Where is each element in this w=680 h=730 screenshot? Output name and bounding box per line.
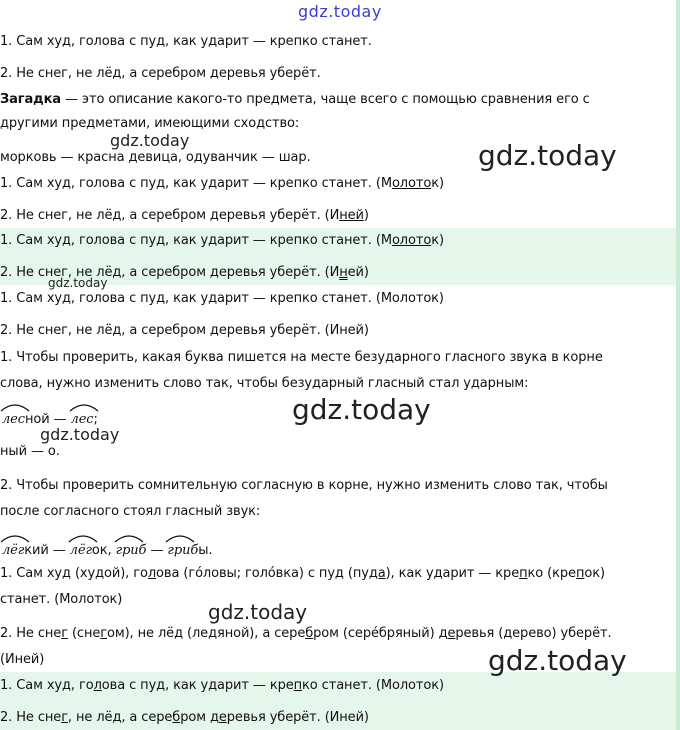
underlined-letters: л xyxy=(93,678,102,693)
text: ко станет. (Молоток) xyxy=(302,678,444,693)
text: к) xyxy=(431,233,444,248)
riddle-answer-line: 2. Не снег, не лёд, а серебром деревья уберёт. (Иней) xyxy=(0,323,369,338)
underlined-letters: л xyxy=(147,566,157,581)
watermark: gdz.today xyxy=(208,600,308,624)
underlined-letters: д xyxy=(334,566,344,581)
underlined-letters: п xyxy=(293,678,303,693)
root-arc xyxy=(0,533,30,543)
text: 2. Не сне xyxy=(0,710,62,725)
checked-riddle-line: станет. (Молоток) xyxy=(0,592,123,607)
text: (ле xyxy=(182,626,209,641)
riddle-line: 2. Не снег, не лёд, а серебром деревья уберёт. xyxy=(0,66,321,81)
word-root xyxy=(167,541,198,560)
underlined-letters: е xyxy=(447,626,456,641)
watermark: gdz.today xyxy=(292,393,431,426)
riddle-answer-line xyxy=(0,206,369,225)
definition-term: Загадка xyxy=(0,92,61,107)
root-arc xyxy=(0,402,30,412)
text: , а сере xyxy=(121,710,173,725)
text: 2. Не сне xyxy=(0,626,62,641)
underlined-letters: д xyxy=(95,566,104,581)
underlined-letters: д xyxy=(62,678,71,693)
text: ) xyxy=(363,208,369,223)
underlined-letters: ней xyxy=(339,208,364,223)
underlined-letters: г xyxy=(100,626,108,641)
root-text: лес xyxy=(70,412,94,427)
rule-line: после согласного стоял гласный звук: xyxy=(0,504,261,519)
text: ова с пу xyxy=(101,678,157,693)
word-root xyxy=(2,541,24,560)
root-example xyxy=(2,410,98,429)
root-example xyxy=(2,541,212,560)
watermark: gdz.today xyxy=(298,2,382,21)
text: (пу xyxy=(343,566,369,581)
definition-line: морковь — красна девица, одуванчик — шар. xyxy=(0,150,311,165)
text: 1. Сам ху xyxy=(0,678,63,693)
text: ром (сере́бряный) д xyxy=(313,626,448,641)
text: ко (кре xyxy=(527,566,576,581)
text: , не лё xyxy=(67,710,113,725)
root-text: лес xyxy=(2,412,25,427)
underlined-letters: д xyxy=(156,678,166,693)
underlined-letters: да xyxy=(368,566,386,581)
text: ок, xyxy=(91,543,116,558)
root-text: лёг xyxy=(69,543,92,558)
underlined-letters: п xyxy=(519,566,528,581)
root-example: ный — о. xyxy=(0,444,60,459)
text: ревья (дерево) уберёт. xyxy=(455,626,612,641)
riddle-answer-line xyxy=(0,174,444,193)
text: 1. Сам худ, голова с пуд, как ударит — крепко станет. (М xyxy=(0,176,392,191)
text: , как ударит — кре xyxy=(165,678,294,693)
watermark: gdz.today xyxy=(478,139,617,172)
underlined-letters: е xyxy=(218,710,227,725)
checked-riddle-line xyxy=(0,564,605,583)
text: ), как ударит — кре xyxy=(385,566,520,581)
text: ы. xyxy=(198,543,213,558)
root-arc xyxy=(69,402,99,412)
watermark: gdz.today xyxy=(488,644,627,677)
rule-line: 2. Чтобы проверить сомнительную согласную в корне, нужно изменить слово так, чтобы xyxy=(0,478,608,493)
underlined-letters: д xyxy=(174,626,183,641)
text: 1. Сам ху xyxy=(0,566,63,581)
underlined-letters: д xyxy=(208,626,217,641)
word-root xyxy=(116,541,147,560)
underlined-letters: олото xyxy=(391,233,432,248)
text: ова (го́ловы; голо́вка) с пу xyxy=(156,566,335,581)
text: , го xyxy=(70,678,94,693)
root-arc xyxy=(165,533,195,543)
riddle-line: 1. Сам худ, голова с пуд, как ударит — крепко станет. xyxy=(0,34,372,49)
text: 1. Сам худ, голова с пуд, как ударит — крепко станет. (М xyxy=(0,233,392,248)
root-arc xyxy=(114,533,144,543)
text: ной — xyxy=(24,412,71,427)
text: (ху xyxy=(70,566,96,581)
final-answer-line xyxy=(0,676,444,695)
text: ром д xyxy=(180,710,219,725)
text: — xyxy=(146,543,168,558)
text: к) xyxy=(431,176,444,191)
underlined-letters: олото xyxy=(391,176,432,191)
underlined-letters: н xyxy=(339,265,348,280)
text: 2. Не снег, не лёд, а серебром деревья уберёт. (И xyxy=(0,265,340,280)
watermark: gdz.today xyxy=(48,276,108,290)
root-arc xyxy=(68,533,98,543)
text: ом), не лё xyxy=(107,626,175,641)
word-root xyxy=(2,410,25,429)
text: 2. Не снег, не лёд, а серебром деревья уберёт. (И xyxy=(0,208,340,223)
final-answer-line xyxy=(0,708,369,727)
text: ревья уберёт. (Иней) xyxy=(226,710,369,725)
text: (сне xyxy=(67,626,101,641)
text: ей) xyxy=(347,265,369,280)
riddle-answer-line xyxy=(0,263,369,282)
underlined-letters: б xyxy=(305,626,314,641)
rule-line: 1. Чтобы проверить, какая буква пишется на месте безударного гласного звука в корне xyxy=(0,350,603,365)
text: ок) xyxy=(584,566,605,581)
underlined-letters: г xyxy=(61,710,68,725)
underlined-letters: д xyxy=(62,566,71,581)
scroll-edge xyxy=(676,0,680,730)
rule-line: слова, нужно изменить слово так, чтобы безударный гласный стал ударным: xyxy=(0,376,529,391)
root-text: гриб xyxy=(115,543,147,558)
watermark: gdz.today xyxy=(110,131,190,150)
underlined-letters: д xyxy=(112,710,122,725)
word-root xyxy=(71,410,94,429)
definition-text: — это описание какого-то предмета, чаще всего с помощью сравнения его с xyxy=(60,92,590,107)
checked-riddle-line: (Иней) xyxy=(0,652,45,667)
underlined-letters: б xyxy=(172,710,181,725)
definition-line xyxy=(0,90,590,109)
underlined-letters: п xyxy=(575,566,585,581)
root-text: гриб xyxy=(167,543,199,558)
definition-line: другими предметами, имеющими сходство: xyxy=(0,116,300,131)
watermark: gdz.today xyxy=(40,425,120,444)
checked-riddle-line xyxy=(0,624,612,643)
riddle-answer-line xyxy=(0,231,444,250)
root-text: лёг xyxy=(2,543,25,558)
word-root xyxy=(70,541,92,560)
underlined-letters: г xyxy=(61,626,68,641)
text: кий — xyxy=(24,543,70,558)
text: ; xyxy=(93,412,98,427)
riddle-answer-line: 1. Сам худ, голова с пуд, как ударит — крепко станет. (Молоток) xyxy=(0,291,444,306)
text: ой), го xyxy=(104,566,148,581)
text: яной), а сере xyxy=(216,626,306,641)
